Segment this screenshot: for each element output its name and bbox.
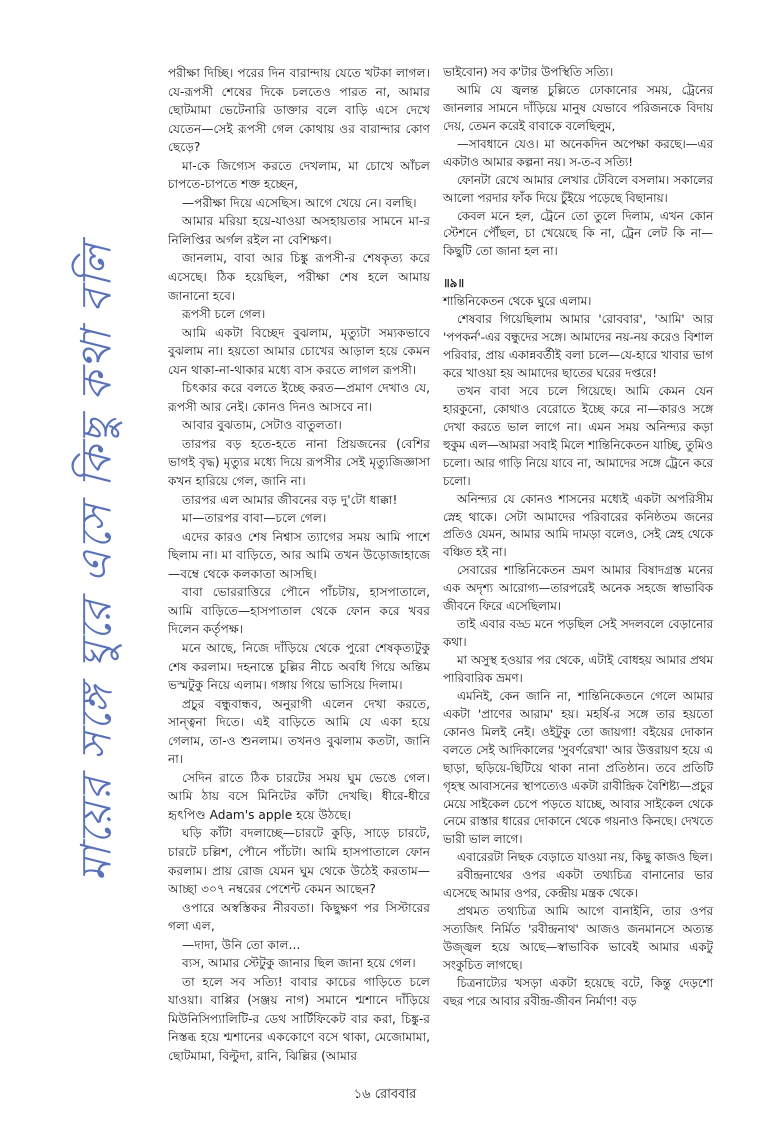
vertical-handwritten-title [44,82,154,1042]
paragraph: প্রথমত তথ্যচিত্র আমি আগে বানাইনি, তার ওপর সত্যজিৎ নির্মিত 'রবীন্দ্রনাথ' আজও জনমানসে অত্যন্ত উজ্জ্বল হয়ে আছে—স্বাভাবিক ভাবেই আমার একটু সংকুচিত লাগছে। [443,904,713,972]
paragraph: জানলাম, বাবা আর চিঙ্কু রূপসী-র শেষকৃত্য করে এসেছে। ঠিক হয়েছিল, পরীক্ষা শেষ হলে আমায় জানানো হবে। [168,251,430,303]
paragraph: চিত্রনাট্যের খসড়া একটা হয়েছে বটে, কিন্তু দেড়শো বছর পরে আবার রবীন্দ্র-জীবন নির্মাণ! বড় [443,975,713,1008]
paragraph: রবীন্দ্রনাথের ওপর একটা তথ্যচিত্র বানানোর ভার এসেছে আমার ওপর, কেন্দ্রীয় মন্ত্রক থেকে। [443,868,713,901]
paragraph: আমি যে জ্বলন্ত চুল্লিতে ঢোকানোর সময়, ট্রেনের জানলার সামনে দাঁড়িয়ে মানুষ যেভাবে পরিজনকে বিদায় দেয়, তেমন করেই বাবাকে বলেছিলুম, [443,82,713,133]
paragraph: অনিন্দ্যর যে কোনও শাসনের মধ্যেই একটা অপরিসীম স্নেহ থাকে। সেটা আমাদের পরিবারের কনিষ্ঠতম জনের প্রতিও যেমন, আমার আমি দামড়া বলেও, সেই স্নেহ থেকে বঞ্চিত হই না। [443,491,713,560]
page-footer: ১৬ রোববার [353,1087,417,1102]
paragraph: তারপর বড় হতে-হতে নানা প্রিয়জনের (বেশির ভাগই বৃদ্ধ) মৃত্যুর মধ্যে দিয়ে রূপসীর সেই মৃত্যুজিজ্ঞাসা কখন হারিয়ে গেল, জানি না। [168,436,430,489]
paragraph: ফোনটা রেখে আমার লেখার টেবিলে বসলাম। সকালের আলো পরদার ফাঁক দিয়ে চুঁইয়ে পড়েছে বিছানায়। [443,172,713,205]
paragraph: আমার মরিয়া হয়ে-যাওয়া অসহায়তার সামনে মা-র নিলিপ্তির অর্গল রইল না বেশিক্ষণ। [168,214,430,247]
paragraph: ঘড়ি কাঁটা বদলাচ্ছে—চারটে কুড়ি, সাড়ে চারটে, চারটে চল্লিশ, পৌনে পাঁচটা। আমি হাসপাতালে ফোন করলাম। প্রায় রোজ যেমন ঘুম থেকে উঠেই করতাম—আচ্ছা ৩০৭ নম্বরের পেশেন্ট কেমন আছেন? [168,826,430,897]
paragraph: প্রচুর বন্ধুবান্ধব, অনুরাগী এলেন দেখা করতে, সান্ত্বনা দিতে। এই বাড়িতে আমি যে একা হয়ে গেলাম, তা-ও শুনলাম। তখনও বুঝলাম কতটা, জানি না। [168,696,430,767]
paragraph: সেদিন রাতে ঠিক চারটের সময় ঘুম ভেঙে গেল। আমি ঠায় বসে মিনিটের কাঁটা দেখছি। ধীরে-ধীরে হৃৎপিণ্ড Adam's apple হয়ে উঠছে। [168,770,430,822]
paragraph: মা-কে জিগ্যেস করতে দেখলাম, মা চোখে আঁচল চাপতে-চাপতে শক্ত হচ্ছেন, [168,158,430,192]
paragraph: তা হলে সব সত্যি! বাবার কাচের গাড়িতে চলে যাওয়া। বাপ্পির (সঞ্জয় নাগ) সমানে শ্মশানে দাঁড়িয়ে মিউনিসিপ্যালিটি-র ডেথ সার্টিফিকেট বার করা, চিঙ্কু-র নিস্তব্ধ হয়ে শ্মশানের এককোণে বসে থাকা, মেজোমামা, ছোটমামা, বিল্টুদা, রানি, ঝিল্লির (আমার [168,974,430,1063]
paragraph: ব্যস, আমার স্টেটুকু জানার ছিল জানা হয়ে গেল। [182,956,416,971]
paragraph: মা—তারপর বাবা—চলে গেল। [182,511,327,526]
paragraph: —সাবধানে যেও। মা অনেকদিন অপেক্ষা করছে।—এর একটাও আমার কল্পনা নয়। স-ত-ব সত্যি! [443,136,713,169]
vertical-title-text: মায়ের সঙ্গে ঘুরে এসে কিছু কথা বলি [71,242,121,882]
paragraph: বাবা ভোররাত্তিরে পৌনে পাঁচটায়, হাসপাতালে, আমি বাড়িতে—হাসপাতাল থেকে ফোন করে খবর দিলেন কর্তৃপক্ষ। [168,585,430,637]
paragraph: মনে আছে, নিজে দাঁড়িয়ে থেকে পুরো শেষকৃত্যটুকু শেষ করলাম। দহনান্তে চুল্লির নীচে অবধি গিয়ে অন্তিম ভস্মটুকু নিয়ে এলাম। গঙ্গায় গিয়ে ভাসিয়ে দিলাম। [168,640,430,693]
paragraph: কেবল মনে হল, ট্রেনে তো তুলে দিলাম, এখন কোন স্টেশনে পৌঁছল, চা খেয়েছে কি না, ট্রেন লেট কি না—কিছুটি তো জানা হল না। [443,208,713,259]
paragraph: মা অসুস্থ হওয়ার পর থেকে, এটাই বোধহয় আমার প্রথম পারিবারিক ভ্রমণ। [443,653,713,685]
paragraph: ভাইবোন) সব ক'টার উপস্থিতি সত্যি। [443,65,614,79]
right-column [443,64,713,1011]
paragraph: তখন বাবা সবে চলে গিয়েছে। আমি কেমন যেন হারকুনো, কোথাও বেরোতে ইচ্ছে করে না—কারও সঙ্গে দেখা করতে ভাল লাগে না। এমন সময় অনিন্দ্যর কড়া হুকুম এল—আমরা সবাই মিলে শান্তিনিকেতন যাচ্ছি, তুমিও চলো। আর গাড়ি নিয়ে যাবে না, আমাদের সঙ্গে ট্রেনে করে চলো। [443,383,713,488]
paragraph: তারপর এল আমার জীবনের বড় দু'টো ধাক্কা! [182,492,398,507]
paragraph: চিৎকার করে বলতে ইচ্ছে করত—প্রমাণ দেখাও যে, রূপসী আর নেই। কোনও দিনও আসবে না। [168,381,430,414]
left-column [168,64,430,1066]
paragraph: —দাদা, উনি তো কাল... [182,937,301,952]
paragraph: এবারেরটা নিছক বেড়াতে যাওয়া নয়, কিছু কাজও ছিল। [457,850,713,865]
section-marker: ॥৯॥ [443,276,465,291]
paragraph: —পরীক্ষা দিয়ে এসেছিস। আগে খেয়ে নে। বলছি। [182,195,417,210]
paragraph: পরীক্ষা দিচ্ছি। পরের দিন বারান্দায় যেতে খটকা লাগল। যে-রূপসী শেষের দিকে চলতেও পারত না, আমার ছোটমামা ভেটেনারি ডাক্তার বলে বাড়ি এসে দেখে যেতেন—সেই রূপসী গেল কোথায় ওর বারান্দার কোণ ছেড়ে? [168,66,430,155]
paragraph: রূপসী চলে গেল। [182,307,266,322]
paragraph: শান্তিনিকেতন থেকে ঘুরে এলাম। [443,294,592,309]
paragraph: আবার বুঝতাম, সেটাও বাতুলতা। [182,418,342,433]
paragraph: আমি একটা বিচ্ছেদ বুঝলাম, মৃত্যুটা সম্যকভাবে বুঝলাম না। হয়তো আমার চোখের আড়াল হয়ে কেমন যেন থাকা-না-থাকার মধ্যে বাস করতে লাগল রূপসী। [168,325,430,377]
paragraph: এদের কারও শেষ নিশ্বাস ত্যাগের সময় আমি পাশে ছিলাম না। মা বাড়িতে, আর আমি তখন উড়োজাহাজে—বম্বে থেকে কলকাতা আসছি। [168,529,430,581]
paragraph: এমনিই, কেন জানি না, শান্তিনিকেতনে গেলে আমার একটা 'প্রাণের আরাম' হয়। মহর্ষি-র সঙ্গে তার হয়তো কোনও মিলই নেই। ওইটুকু তো জায়গা! বইয়ের দোকান বলতে সেই আদিকালের 'সুবর্ণরেখা' আর উত্তরায়ণ হয়ে এ ছাড়া, ছড়িয়ে-ছিটিয়ে থাকা নানা প্রতিষ্ঠান। তবে প্রতিটি গৃহস্থ আবাসনের স্থাপত্যেও একটা রাবীন্দ্রিক বৈশিষ্ট্য—প্রচুর মেয়ে সাইকেল চেপে পড়তে যাচ্ছে, আবার সাইকেল থেকে নেমে রাস্তার ধারের দোকানে থেকে গয়নাও কিনছে। দেখতে ভারী ভাল লাগে। [443,688,713,847]
paragraph: তাই এবার বড্ড মনে পড়ছিল সেই সদলবলে বেড়ানোর কথা। [443,617,713,650]
paragraph: সেবারের শান্তিনিকেতন ভ্রমণ আমার বিষাদগ্রস্ত মনের এক অদৃশ্য আরোগ্য—তারপরেই অনেক সহজে স্বাভাবিক জীবনে ফিরে এসেছিলাম। [443,563,713,614]
paragraph: শেষবার গিয়েছিলাম আমার 'রোববার', 'আমি' আর 'পপকর্ন'-এর বন্ধুদের সঙ্গে। আমাদের নয়-নয় করেও বিশাল পরিবার, প্রায় একান্নবর্তীই বলা চলে—যে-হারে খাবার ভাগ করে খাওয়া হয় আমাদের ছাতের ঘরের দপ্তরে! [443,312,713,380]
paragraph: ওপারে অস্বস্তিকর নীরবতা। কিছুক্ষণ পর সিস্টারের গলা এল, [168,900,430,934]
